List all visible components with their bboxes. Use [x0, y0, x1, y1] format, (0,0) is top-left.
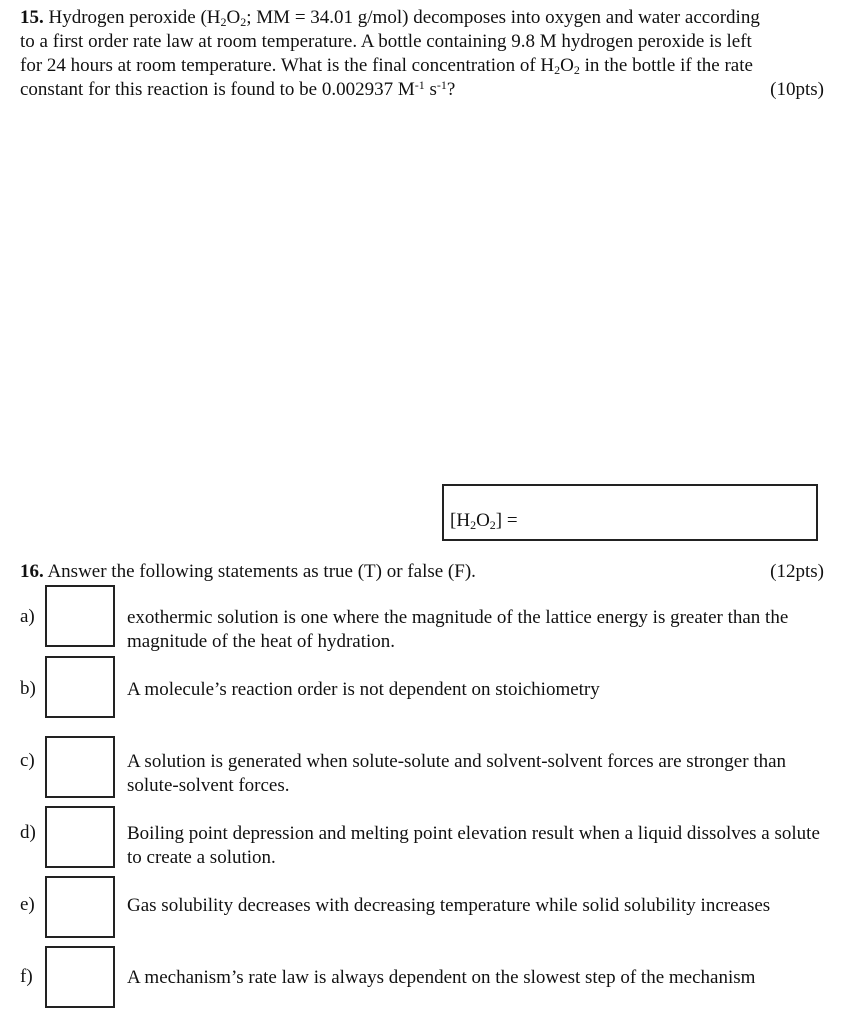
q15-line-2: to a first order rate law at room temperature. A bottle containing 9.8 M hydrogen peroxide is left: [20, 31, 752, 52]
item-letter: a): [20, 606, 35, 627]
q15-line-4: constant for this reaction is found to be 0.002937 $M^{-1}$ $s^{-1}$? (10pts): [20, 78, 824, 100]
question-number: 15.: [20, 7, 44, 28]
statement-f: A mechanism’s rate law is always dependent on the slowest step of the mechanism: [127, 967, 756, 988]
item-letter: c): [20, 750, 35, 771]
statement-e: Gas solubility decreases with decreasing temperature while solid solubility increases: [127, 895, 771, 916]
statement-d: Boiling point depression and melting point elevation result when a liquid dissolves a solute to create a solution.: [127, 823, 820, 868]
answer-label: $[H_2O_2]$ =: [450, 510, 518, 532]
statement-c: A solution is generated when solute-solute and solvent-solvent forces are stronger than solute-solvent forces.: [127, 751, 787, 796]
answer-box-d[interactable]: [45, 806, 115, 868]
q15-line-3: for 24 hours at room temperature. What is the final concentration of $H_2O_2$ in the bottle if the rate: [20, 55, 753, 77]
q15-line-1: 15. Hydrogen peroxide ($H_2O_2$; MM = 34.01 g/mol) decomposes into oxygen and water according: [20, 7, 760, 29]
q15-points: (10pts): [770, 79, 824, 100]
q16-prompt: Answer the following statements as true (T) or false (F).: [47, 561, 476, 582]
question-15: [20, 6, 824, 102]
answer-box[interactable]: [442, 484, 818, 541]
statement-b: A molecule’s reaction order is not dependent on stoichiometry: [127, 679, 600, 700]
answer-box-f[interactable]: [45, 946, 115, 1008]
q16-points: (12pts): [770, 561, 824, 582]
item-letter: b): [20, 678, 36, 699]
question-16: [20, 560, 824, 584]
answer-box-c[interactable]: [45, 736, 115, 798]
answer-box-e[interactable]: [45, 876, 115, 938]
statement-a: exothermic solution is one where the magnitude of the lattice energy is greater than the magnitude of the heat of hydration.: [127, 607, 789, 652]
item-letter: d): [20, 822, 36, 843]
item-letter: e): [20, 894, 35, 915]
answer-box-a[interactable]: [45, 585, 115, 647]
item-letter: f): [20, 966, 33, 987]
question-number: 16.: [20, 561, 44, 582]
answer-box-b[interactable]: [45, 656, 115, 718]
